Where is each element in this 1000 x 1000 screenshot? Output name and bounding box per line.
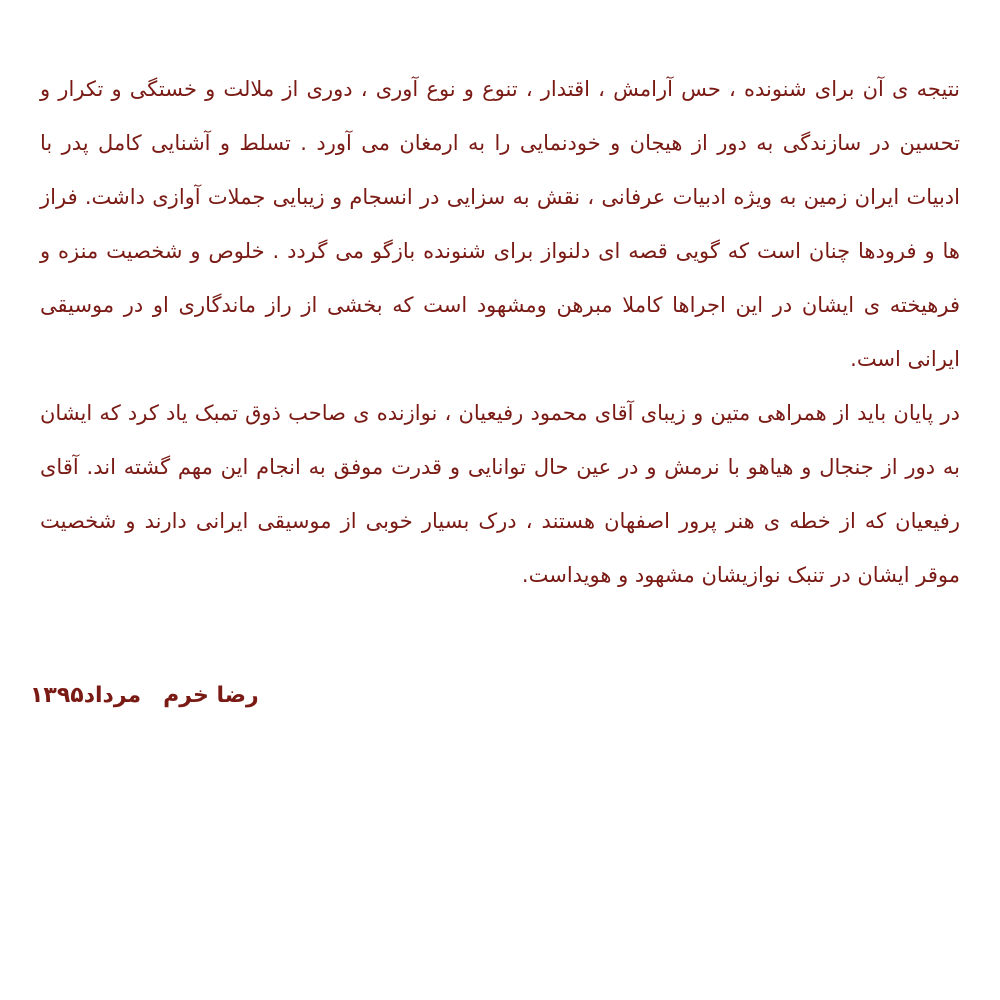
signature-author: رضا خرم [163, 683, 259, 708]
paragraph-1: نتیجه ی آن برای شنونده ، حس آرامش ، اقتدار ، تنوع و نوع آوری ، دوری از ملالت و خستگی و تکرار و تحسین در سازندگی به دور از هیجان و خودنمایی را به ارمغان می آورد . تسلط و آشنایی کامل پدر با ادبیات ایران زمین به ویژه ادبیات عرفانی ، نقش به سزایی در انسجام و زیبایی جملات آوازی داشت. فراز ها و فرودها چنان است که گویی قصه ای دلنواز برای شنونده بازگو می گردد . خلوص و شخصیت منزه و فرهیخته ی ایشان در این اجراها کاملا مبرهن ومشهود است که بخشی از راز ماندگاری او در موسیقی ایرانی است. [40, 77, 960, 371]
signature-date: مرداد۱۳۹۵ [30, 683, 142, 708]
body-text [40, 62, 960, 602]
signature [30, 676, 270, 716]
paragraph-2: در پایان باید از همراهی متین و زیبای آقای محمود رفیعیان ، نوازنده ی صاحب ذوق تمبک یاد کرد که ایشان به دور از جنجال و هیاهو با نرمش و در عین حال توانایی و قدرت موفق به انجام این مهم گشته اند. آقای رفیعیان که از خطه ی هنر پرور اصفهان هستند ، درک بسیار خوبی از موسیقی ایرانی دارند و شخصیت موقر ایشان در تنبک نوازیشان مشهود و هویداست. [40, 401, 960, 587]
